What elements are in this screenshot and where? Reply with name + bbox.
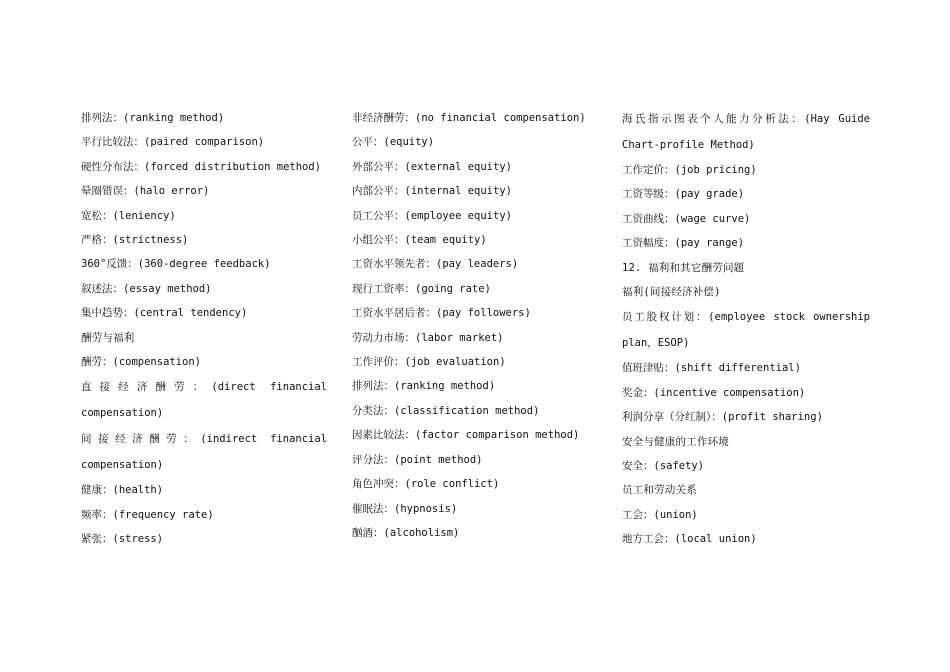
glossary-entry: 360°反馈：(360-degree feedback) [81,258,271,271]
glossary-entry: 酬劳：(compensation) [81,356,202,369]
glossary-column-3 [622,106,870,552]
glossary-entry: 平行比较法：(paired comparison) [81,136,265,149]
glossary-entry: 集中趋势：(central tendency) [81,307,248,320]
glossary-entry: 奖金：(incentive compensation) [622,386,806,399]
glossary-entry: 劳动力市场：(labor market) [352,331,504,344]
section-heading: 安全与健康的工作环境 [622,435,729,448]
glossary-entry: 工资幅度：(pay range) [622,237,745,250]
glossary-entry: 工资水平居后者：(pay followers) [352,307,531,320]
glossary-entry: 地方工会：(local union) [622,533,757,546]
glossary-entry: 硬性分布法：(forced distribution method) [81,160,322,173]
glossary-entry: 工作定价：(job pricing) [622,164,757,176]
glossary-entry: 员工公平：(employee equity) [352,209,512,222]
glossary-entry: 间接经济酬劳：(indirect financial compensation) [81,433,327,472]
glossary-entry: 严格：(strictness) [81,234,189,247]
glossary-entry: 工作评价：(job evaluation) [352,356,506,369]
glossary-entry: 直接经济酬劳：(direct financial compensation) [81,381,327,420]
glossary-entry: 内部公平：(internal equity) [352,185,512,198]
glossary-entry: 酗酒：(alcoholism) [352,526,460,539]
glossary-column-1 [81,106,327,552]
glossary-entry: 分类法：(classification method) [352,404,540,417]
glossary-entry: 小组公平：(team equity) [352,234,487,247]
glossary-entry: 宽松：(leniency) [81,209,176,222]
section-heading: 酬劳与福利 [81,331,135,344]
glossary-entry: 频率：(frequency rate) [81,508,214,521]
glossary-entry: 角色冲突：(role conflict) [352,478,500,491]
glossary-entry: 外部公平：(external equity) [352,160,512,173]
glossary-entry: 利润分享（分红制）：(profit sharing) [622,411,823,424]
glossary-entry: 叙述法：(essay method) [81,282,212,295]
glossary-entry: 现行工资率：(going rate) [352,282,491,295]
glossary-column-2 [352,106,600,545]
glossary-entry: 值班津贴：(shift differential) [622,362,801,375]
glossary-entry: 海氏指示图表个人能力分析法：(Hay Guide Chart-profile Method) [622,113,870,151]
glossary-entry: 评分法：(point method) [352,453,483,466]
glossary-entry: 催眠法：(hypnosis) [352,502,458,515]
glossary-entry: 员工股权计划：(employee stock ownership plan，ESOP) [622,311,870,350]
glossary-entry: 工会：(union) [622,508,698,521]
glossary-entry: 因素比较法：(factor comparison method) [352,429,580,442]
glossary-entry: 排列法：(ranking method) [352,380,496,393]
glossary-entry: 工资等级：(pay grade) [622,188,745,201]
section-heading: 12. 福利和其它酬劳问题 [622,261,745,274]
glossary-entry: 健康：(health) [81,484,164,497]
glossary-entry: 工资曲线：(wage curve) [622,212,751,225]
glossary-entry: 晕圈错误：(halo error) [81,185,210,198]
glossary-entry: 排列法：(ranking method) [81,112,225,124]
glossary-entry: 非经济酬劳：(no financial compensation) [352,112,586,124]
glossary-entry: 安全：(safety) [622,460,705,473]
glossary-entry: 公平：(equity) [352,136,435,149]
section-heading: 员工和劳动关系 [622,484,697,497]
glossary-entry: 紧张：(stress) [81,533,164,546]
glossary-entry: 工资水平领先者：(pay leaders) [352,258,519,271]
section-heading: 福利(间接经济补偿) [622,286,721,299]
